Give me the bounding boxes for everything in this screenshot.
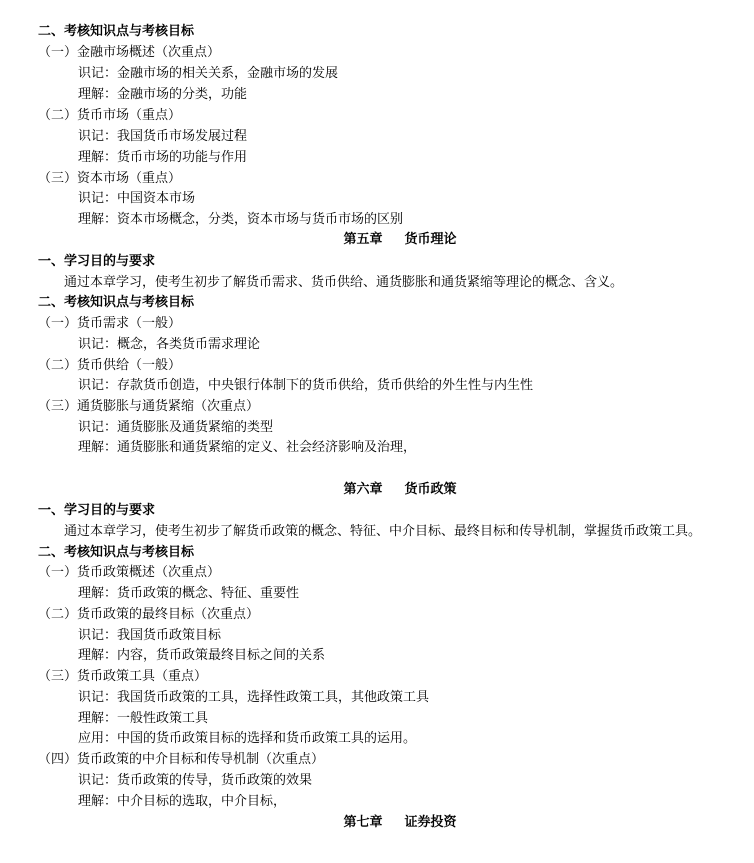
subsection-heading: （一）金融市场概述（次重点） bbox=[38, 45, 221, 60]
objective-item: 识记：通货膨胀及通货紧缩的类型 bbox=[78, 420, 274, 435]
objective-item: 应用：中国的货币政策目标的选择和货币政策工具的运用。 bbox=[78, 731, 417, 746]
objective-item: 识记：我国货币政策目标 bbox=[78, 628, 222, 643]
section-heading: 一、学习目的与要求 bbox=[38, 503, 156, 518]
chapter-number: 第五章 bbox=[343, 232, 383, 247]
section-paragraph: 通过本章学习，使考生初步了解货币政策的概念、特征、中介目标、最终目标和传导机制，掌握货币政策工具。 bbox=[64, 524, 702, 539]
subsection-heading: （一）货币政策概述（次重点） bbox=[38, 565, 221, 580]
chapter-title bbox=[0, 813, 754, 833]
objective-item: 理解：货币政策的概念、特征、重要性 bbox=[78, 586, 300, 601]
subsection-heading: （一）货币需求（一般） bbox=[38, 316, 182, 331]
objective-item: 识记：货币政策的传导，货币政策的效果 bbox=[78, 773, 313, 788]
chapter-number: 第七章 bbox=[343, 815, 383, 830]
chapter-name: 证券投资 bbox=[404, 815, 457, 830]
section-paragraph: 通过本章学习，使考生初步了解货币需求、货币供给、通货膨胀和通货紧缩等理论的概念、含义。 bbox=[64, 275, 624, 290]
objective-item: 理解：一般性政策工具 bbox=[78, 711, 209, 726]
objective-item: 理解：金融市场的分类，功能 bbox=[78, 87, 248, 102]
subsection-heading: （二）货币市场（重点） bbox=[38, 108, 182, 123]
subsection-heading: （四）货币政策的中介目标和传导机制（次重点） bbox=[38, 752, 325, 767]
objective-item: 识记：存款货币创造，中央银行体制下的货币供给，货币供给的外生性与内生性 bbox=[78, 378, 534, 393]
subsection-heading: （二）货币供给（一般） bbox=[38, 358, 182, 373]
subsection-heading: （三）通货膨胀与通货紧缩（次重点） bbox=[38, 399, 260, 414]
objective-item: 理解：货币市场的功能与作用 bbox=[78, 150, 248, 165]
section-heading: 一、学习目的与要求 bbox=[38, 254, 156, 269]
objective-item: 识记：我国货币市场发展过程 bbox=[78, 129, 248, 144]
objective-item: 理解：资本市场概念，分类，资本市场与货币市场的区别 bbox=[78, 212, 404, 227]
subsection-heading: （三）货币政策工具（重点） bbox=[38, 669, 208, 684]
chapter-title bbox=[0, 480, 754, 500]
chapter-number: 第六章 bbox=[343, 482, 383, 497]
objective-item: 理解：中介目标的选取，中介目标， bbox=[78, 794, 287, 809]
objective-item: 识记：我国货币政策的工具，选择性政策工具，其他政策工具 bbox=[78, 690, 430, 705]
subsection-heading: （二）货币政策的最终目标（次重点） bbox=[38, 607, 260, 622]
objective-item: 识记：概念，各类货币需求理论 bbox=[78, 337, 261, 352]
objective-item: 理解：内容，货币政策最终目标之间的关系 bbox=[78, 648, 326, 663]
section-heading: 二、考核知识点与考核目标 bbox=[38, 545, 195, 560]
subsection-heading: （三）资本市场（重点） bbox=[38, 171, 182, 186]
chapter-name: 货币政策 bbox=[404, 482, 457, 497]
objective-item: 识记：金融市场的相关关系，金融市场的发展 bbox=[78, 66, 339, 81]
objective-item: 识记：中国资本市场 bbox=[78, 191, 196, 206]
section-heading: 二、考核知识点与考核目标 bbox=[38, 295, 195, 310]
objective-item: 理解：通货膨胀和通货紧缩的定义、社会经济影响及治理， bbox=[78, 440, 417, 455]
section-heading: 二、考核知识点与考核目标 bbox=[38, 24, 195, 39]
chapter-name: 货币理论 bbox=[404, 232, 457, 247]
chapter-title bbox=[0, 230, 754, 250]
